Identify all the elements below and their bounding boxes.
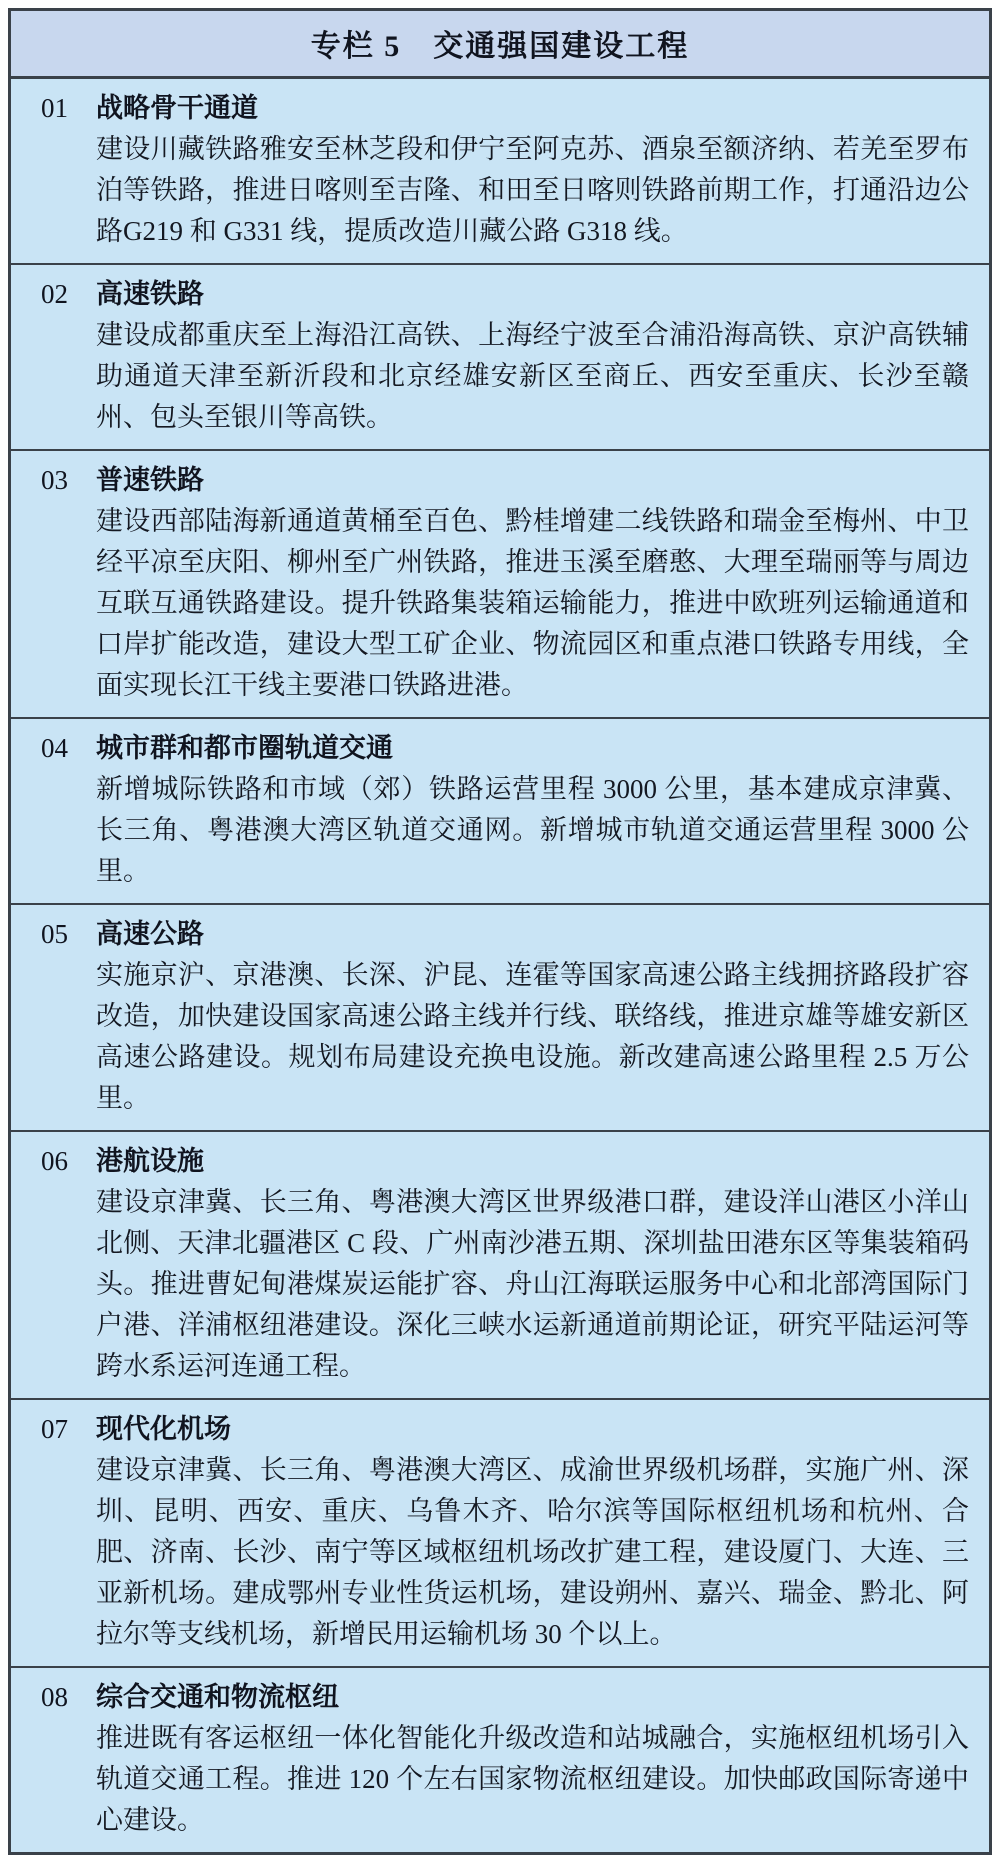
section-modern-airports xyxy=(11,1400,989,1668)
section-number: 02 xyxy=(41,279,68,309)
section-number: 01 xyxy=(41,93,68,123)
panel-title: 专栏 5 交通强国建设工程 xyxy=(310,30,690,63)
section-body: 推进既有客运枢纽一体化智能化升级改造和站城融合，实施枢纽机场引入轨道交通工程。推进 120 个左右国家物流枢纽建设。加快邮政国际寄递中心建设。 xyxy=(96,1723,969,1835)
column-box-5-panel xyxy=(8,8,992,1855)
section-heading: 现代化机场 xyxy=(96,1414,231,1444)
section-heading: 高速公路 xyxy=(96,919,204,949)
section-number: 05 xyxy=(41,919,68,949)
section-body: 建设西部陆海新通道黄桶至百色、黔桂增建二线铁路和瑞金至梅州、中卫经平凉至庆阳、柳州至广州铁路，推进玉溪至磨憨、大理至瑞丽等与周边互联互通铁路建设。提升铁路集装箱运输能力，推进中欧班列运输通道和口岸扩能改造，建设大型工矿企业、物流园区和重点港口铁路专用线，全面实现长江干线主要港口铁路进港。 xyxy=(96,506,969,700)
section-heading: 普速铁路 xyxy=(96,465,204,495)
section-port-facilities xyxy=(11,1132,989,1400)
section-number: 04 xyxy=(41,733,68,763)
section-transport-logistics-hubs xyxy=(11,1668,989,1852)
section-heading: 港航设施 xyxy=(96,1146,204,1176)
section-body: 建设京津冀、长三角、粤港澳大湾区世界级港口群，建设洋山港区小洋山北侧、天津北疆港区 C 段、广州南沙港五期、深圳盐田港东区等集装箱码头。推进曹妃甸港煤炭运能扩容、舟山江海联运服务中心和北部湾国际门户港、洋浦枢纽港建设。深化三峡水运新通道前期论证，研究平陆运河等跨水系运河连通工程。 xyxy=(96,1187,969,1381)
section-body: 建设京津冀、长三角、粤港澳大湾区、成渝世界级机场群，实施广州、深圳、昆明、西安、重庆、乌鲁木齐、哈尔滨等国际枢纽机场和杭州、合肥、济南、长沙、南宁等区域枢纽机场改扩建工程，建设厦门、大连、三亚新机场。建成鄂州专业性货运机场，建设朔州、嘉兴、瑞金、黔北、阿拉尔等支线机场，新增民用运输机场 30 个以上。 xyxy=(96,1455,969,1649)
section-body: 新增城际铁路和市域（郊）铁路运营里程 3000 公里，基本建成京津冀、长三角、粤港澳大湾区轨道交通网。新增城市轨道交通运营里程 3000 公里。 xyxy=(96,774,969,886)
section-expressways xyxy=(11,905,989,1132)
section-heading: 城市群和都市圈轨道交通 xyxy=(96,733,393,763)
sections-container xyxy=(11,79,989,1852)
section-heading: 战略骨干通道 xyxy=(96,93,258,123)
section-heading: 高速铁路 xyxy=(96,279,204,309)
section-number: 06 xyxy=(41,1146,68,1176)
section-strategic-corridors xyxy=(11,79,989,265)
section-heading: 综合交通和物流枢纽 xyxy=(96,1682,339,1712)
section-number: 08 xyxy=(41,1682,68,1712)
section-body: 建设成都重庆至上海沿江高铁、上海经宁波至合浦沿海高铁、京沪高铁辅助通道天津至新沂段和北京经雄安新区至商丘、西安至重庆、长沙至赣州、包头至银川等高铁。 xyxy=(96,320,969,432)
section-body: 实施京沪、京港澳、长深、沪昆、连霍等国家高速公路主线拥挤路段扩容改造，加快建设国家高速公路主线并行线、联络线，推进京雄等雄安新区高速公路建设。规划布局建设充换电设施。新改建高速公路里程 2.5 万公里。 xyxy=(96,960,969,1113)
section-number: 07 xyxy=(41,1414,68,1444)
section-conventional-rail xyxy=(11,451,989,719)
section-high-speed-rail xyxy=(11,265,989,451)
section-number: 03 xyxy=(41,465,68,495)
section-body: 建设川藏铁路雅安至林芝段和伊宁至阿克苏、酒泉至额济纳、若羌至罗布泊等铁路，推进日喀则至吉隆、和田至日喀则铁路前期工作，打通沿边公路G219 和 G331 线，提质改造川藏公路 G318 线。 xyxy=(96,134,969,246)
section-urban-rail-transit xyxy=(11,719,989,905)
panel-header xyxy=(11,11,989,79)
